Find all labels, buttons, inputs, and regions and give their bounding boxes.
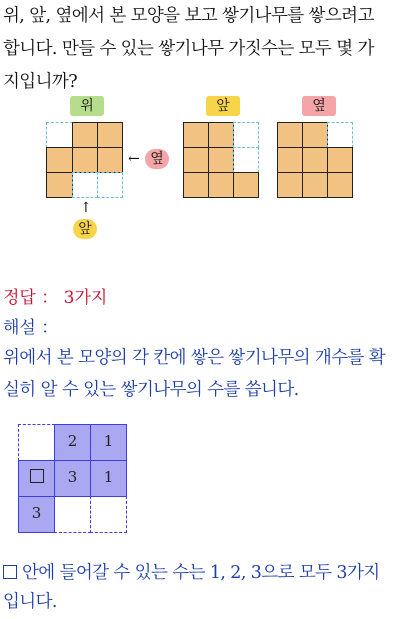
explanation-line-2: 실히 알 수 있는 쌓기나무의 수를 씁니다. [3, 380, 299, 400]
blank-square-icon [30, 469, 44, 483]
question-line-2: 합니다. 만들 수 있는 쌓기나무 가짓수는 모두 몇 가 [3, 39, 374, 59]
conclusion-text: 안에 들어갈 수 있는 수는 1, 2, 3으로 모두 3가지 [21, 563, 380, 583]
answer-text: 정답 ： 3가지 [3, 288, 108, 308]
explanation-title: 해설 ： [3, 318, 59, 338]
grid-cell: 3 [18, 496, 55, 533]
top-view-label: 위 [70, 96, 104, 116]
conclusion-line-2: 입니다. [3, 592, 57, 612]
explanation-line-1: 위에서 본 모양의 각 칸에 쌓은 쌓기나무의 개수를 확 [3, 348, 386, 368]
side-view-label: 옆 [302, 96, 336, 116]
grid-cell: 1 [90, 460, 127, 497]
arrow-up-icon: ↑ [80, 200, 92, 216]
front-direction-label: 앞 [73, 219, 97, 239]
grid-cell: 2 [54, 424, 91, 461]
grid-cell: 3 [54, 460, 91, 497]
question-line-3: 지입니까? [3, 72, 78, 92]
blank-square-icon [3, 565, 17, 579]
arrow-left-icon: ← [128, 151, 140, 167]
grid-cell: 1 [90, 424, 127, 461]
conclusion-line-1 [3, 557, 380, 590]
question-line-1: 위, 앞, 옆에서 본 모양을 보고 쌓기나무를 쌓으려고 [3, 6, 374, 26]
side-direction-label: 옆 [145, 149, 169, 169]
front-view-label: 앞 [206, 96, 240, 116]
grid-cell-unknown [18, 460, 55, 497]
